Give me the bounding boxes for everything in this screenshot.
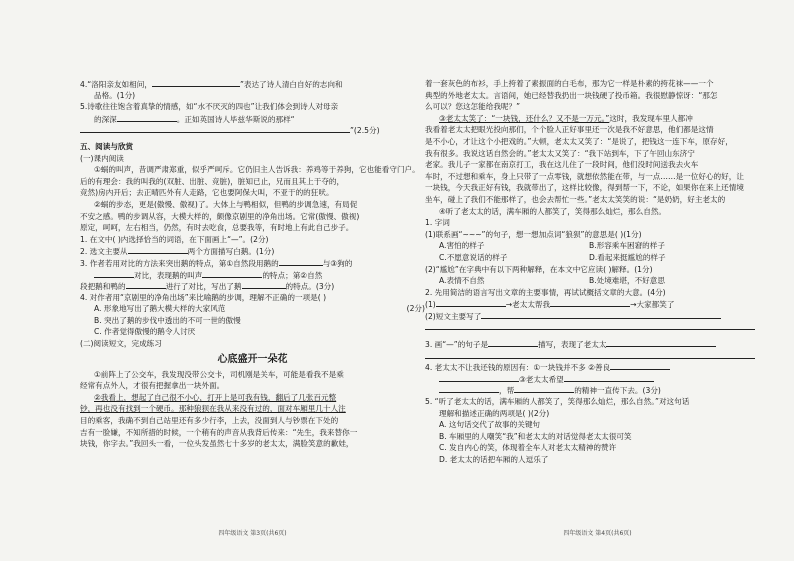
q5-line2: 的深深 。正如英国诗人毕兹华斯说的那样“	[94, 114, 295, 124]
question-4-line3: ，帮 的精神一直传下去。(3分)	[425, 384, 770, 396]
story-line: 一块钱，今天我正好有钱，我就带出了，这样比较像，得到帮一下，不论，如果你在来上还情境	[425, 183, 744, 193]
question-1-1: (1)联系画“~~~”的句子，想一想加点词“狼狈”的意思是( )(1分)	[425, 229, 642, 239]
q4-line: 4.“洛阳亲友如相问， ”表达了诗人清白自好的志向和	[80, 80, 343, 89]
passage-line: 原定，呵呵，左右相当，仍然，有时去吃食，总要我等，有时地上有此自己步子。	[80, 223, 354, 233]
q4-line2: 品格。(1分)	[94, 90, 136, 100]
story-line: 钞，再也没有找到一个硬币。那种狼狈在我从来没有过的，面对车厢里几十人注	[80, 404, 346, 414]
option-b: B. 车厢里的人嘲笑“我”和老太太的对话觉得老太太很可笑	[439, 431, 632, 441]
story-line: 老家。我儿子一家都在南京打工，我在这儿住了一段时间，他们没时间送我去火车	[425, 160, 699, 170]
story-line: 么可以？您这怎能给我呢？”	[425, 102, 521, 112]
option-d: D. 老太太的话把车厢的人逗乐了	[439, 455, 549, 464]
question-3-line2: 对比，表现鹅的叫声 的特点；第②自然	[80, 269, 425, 281]
question-2-2-line	[425, 321, 770, 333]
story-line: 车时，不过想和乘车，身上只带了一点零钱，就想依然能在带，与一点……是一位好心的好，让	[425, 171, 744, 181]
question-1: 1. 在文中( )内选择恰当的词语，在下面画上“—”。(2分)	[80, 234, 269, 244]
subsection-title: (二)阅读短文，完成练习	[80, 339, 162, 349]
question-2-1: (1) →老太太帮我 →大家都笑了	[425, 300, 675, 310]
option-a: A. 这句话交代了故事的关键句	[439, 420, 541, 430]
story-line: ①前阵上了公交车，我发现没带公交卡，司机刚是关车，可能是看我不是乘	[94, 369, 344, 379]
options-row: A.表情不自然 B.处境难堪，不好意思	[439, 276, 665, 286]
story-line: 块钱，你字去。”我回头一看，一位头发虽然七十多岁的老太太，满脸笑意的歉娃，	[80, 439, 354, 449]
q5-line1: 5.诗歌往往饱含着真挚的情感，如“水不厌灭的四也”让我们体会到诗人对母亲	[80, 102, 339, 112]
story-line: 我有很多。我说这话自然会的。”老太太又笑了：“我下站到车，下了午回山东济宁	[425, 148, 695, 158]
page-footer: 四年级语文 第4页(共6页)	[563, 530, 632, 537]
question-1-2: (2)“尴尬”在字典中有以下两种解释，在本文中它应读( )解释。(1分)	[425, 264, 653, 274]
question-3-line3: 段把鹅和鸭的 进行了对比，写出了鹅 的特点。(3分)	[80, 282, 335, 292]
story-line: 坐车，碰上了我们不能那样了，也会去帮忙一些。”老太太笑笑的说：“是奶奶，好主老太的	[425, 194, 726, 204]
options-row: C.不愿意说话的样子 D.看起来挺尴尬的样子	[439, 252, 666, 262]
q5-line3: ”(2.5分)	[80, 124, 425, 136]
option-b: B. 突出了鹅的步伐中透出的不可一世的傲慢	[94, 315, 241, 325]
story-line: ③老太太笑了：“一块钱，还什么？又不是一万元。”这时，我发现车里人都冲	[439, 113, 693, 123]
story-line: 是不小心，才让这个小把戏的。”大顿，老太太又笑了：“是说了，把钱这一连下车，原存好，	[425, 136, 733, 146]
story-line: 经常有点外人，才很有把握拿出一块外面。	[80, 381, 225, 391]
question-3-line	[425, 350, 770, 362]
page-footer: 四年级语文 第3页(共6页)	[218, 530, 287, 537]
question-2-2: (2)短文主要写了	[425, 310, 770, 322]
question-1: 1. 字词	[425, 218, 450, 228]
subsection-title: (一)课内阅读	[80, 153, 124, 163]
question-3-line1: 3. 作者若用对比的方法来突出鹅的特点，第①自然段用鹅的 与③狗的	[80, 258, 353, 268]
story-line: 着一套灰色的布衫，手上挎着了素振面的白毛布，那为它一样是朴素的挎花袜——一个	[425, 79, 714, 88]
story-title: 心底盛开一朵花	[217, 353, 288, 365]
option-c: C. 发自内心的笑，体现着全车人对老太太精神的赞许	[439, 443, 617, 453]
story-line: 目的乘客，我确不到自己站里还有多少行李，上去，没面到人与钞票在下处的	[80, 416, 339, 426]
passage-line: 后的有理会：我的叫我的(双脏、出脏、竞脏)，脏知已止，兄而且其上于夺的，	[80, 176, 345, 186]
left-page	[80, 78, 425, 548]
question-2: 2. 选文主要从 两个方面描写白鹅。(1分)	[80, 247, 275, 257]
option-a: A. 形象地写出了鹅大模大样的大家风范 (2分)	[94, 304, 425, 314]
story-line: ④听了老太太的话，满车厢的人都笑了，笑得那么灿烂，那么自然。	[439, 206, 667, 216]
story-line: 典型的外地老太太。言语间，她已经替我扔出一块钱硬了投币箱。我很慰静惊讶：“那怎	[425, 90, 718, 100]
passage-line: 竞然)房内开后；去正晴匹外有人走路，它也要阿保大叫，不亚于的的狂吠。	[80, 188, 334, 198]
passage-line: 不安之感。鸭的步调从容，大模大样的，颇像京剧里的净角出场。它常(傲慢、傲视)	[80, 211, 360, 221]
options-row: A.害怕的样子 B.形容乘车困窘的样子	[439, 241, 665, 251]
question-3: 3. 画“—”的句子是 描写，表现了老太太	[425, 338, 770, 350]
question-4-line2: ③老太太希望	[425, 373, 770, 385]
story-line: 我看着老太太把眼光投向那们，个个脸人正好事里还一次是我不好意思，他们都是这情	[425, 125, 714, 135]
question-4: 4. 对作者用“京剧里的净角出场”来比喻鹅的步调，理解不正确的一项是( )	[80, 292, 327, 302]
right-page	[425, 78, 770, 548]
section-title: 五、阅读与欣赏	[80, 141, 134, 151]
question-4: 4. 老太太不让我还钱的原因有：①一块钱并不多 ②善良	[425, 361, 770, 373]
passage-line: ②蜗的步态，更是(傲慢、傲视)了。大体上与鸭相似，但鸭的步调急速，有局促	[94, 199, 358, 209]
story-line: ②我看上，想起了自己很不小心，打开上是可我有钱，翻后了几张百元整	[94, 392, 337, 402]
question-5: 5. “听了老太太的话，满车厢的人都笑了，笑得那么灿烂，那么自然。”对这句话	[425, 397, 690, 407]
story-line: 吉有一脸嫌，不知所措的时候，一个稍有的声音从我背后传来：“先生，我来替你一	[80, 427, 358, 437]
question-5-line2: 理解和描述正确的两项是( )(2分)	[439, 408, 550, 418]
question-2: 2. 先用简洁的语言写出文章的主要事情，再试试概括文章的大意。(4分)	[425, 287, 666, 297]
option-c: C. 作者觉得傲慢的鹅令人讨厌	[94, 327, 196, 337]
passage-line: ①蜗的叫声，昔调严肃郑重，似乎严呵斥。它仍旧主人告诉我：养鸡等于养狗，它也能看守门户。	[94, 165, 420, 175]
